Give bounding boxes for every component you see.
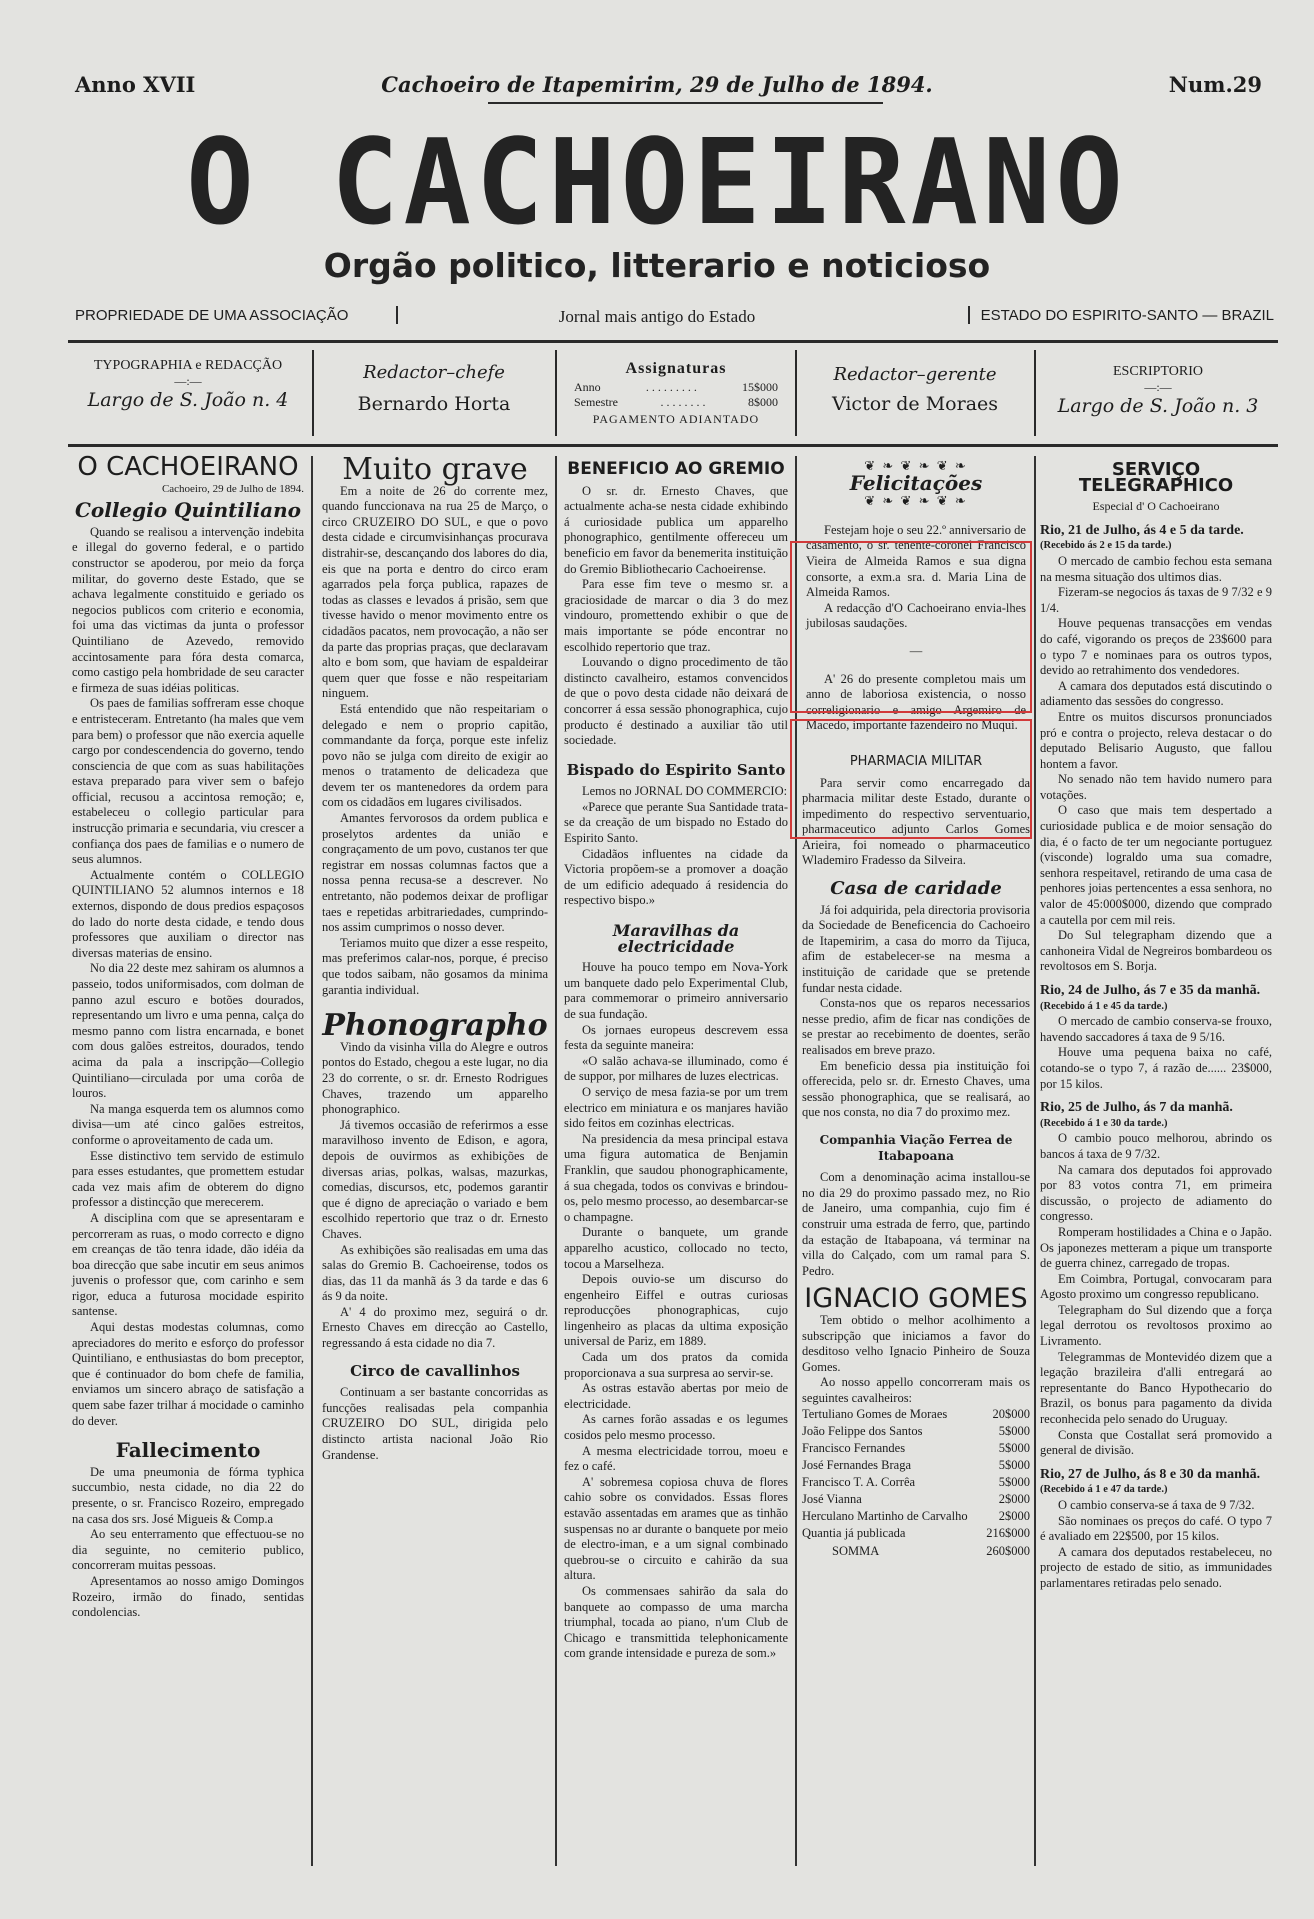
paragraph: Durante o banquete, um grande apparelho acustico, collocado no tecto, tocou a Marselheza. [564, 1225, 788, 1271]
semestre-label: Semestre [574, 395, 618, 409]
paragraph: No senado não tem havido numero para votações. [1040, 772, 1272, 802]
semestre-price: 8$000 [748, 395, 778, 409]
paragraph: O mercado de cambio fechou esta semana na mesma situação dos ultimos dias. [1040, 553, 1272, 584]
highlight-box-anniversario [790, 719, 1032, 839]
payment-note: PAGAMENTO ADIANTADO [592, 412, 760, 426]
telegram-date: Rio, 27 de Julho, ás 8 e 30 da manhã. [1040, 1466, 1261, 1482]
subscriber-row [802, 1474, 1030, 1491]
subscriber-row [802, 1440, 1030, 1457]
box-label: Redactor–gerente [833, 364, 997, 385]
subscriber-name: Francisco T. A. Corrêa [802, 1475, 916, 1490]
subscriber-amount: 216$000 [986, 1526, 1030, 1541]
column-4: ❦ ❧ ❦ ❧ ❦ ❧ Felicitações ❦ ❧ ❦ ❧ ❦ ❧ Festejam hoje o seu 22.º anniversario de casamento, o sr. tenente-coronel Francisco Vieira de Almeida Ramos e sua digna consorte, a exm.a sra. d. Maria Lina de Almeida Ramos. A redacção d'O Cachoeirano envia-lhes jubilosas saudações. — A' 26 do presente completou mais um anno de laboriosa existencia, o nosso correligionario e amigo Argemiro de Macedo, importante fazendeiro no Muqui. PHARMACIA MILITAR Para servir como encarregado da pharmacia militar deste Estado, durante o impedimento do respectivo serventuario, pharmaceutico adjunto Carlos Gomes Arieira, foi nomeado o pharmaceutico Wlademiro Fradesso da Silveira. Casa de caridade Já foi adquirida, pela directoria provisoria da Sociedade de Beneficencia do Cachoeiro de Itapemirim, a casa do morro da Tijuca, afim de estabelecer-se na mesma a instituição de caridade que se pretende fundar nesta cidade. Consta-nos que os reparos necessarios nesse predio, afim de ficar nas condições de se prestar ao recebimento de doentes, serão realisados em breve prazo. Em beneficio dessa pia instituição foi offerecida, pelo sr. dr. Ernesto Chaves, uma sessão phonographica, que se realisará, ao que nos consta, no dia 7 do proximo mez. Companhia Viação Ferrea de Itabapoana Com a denominação acima installou-se no dia 29 do proximo passado mez, no Rio de Janeiro, uma companhia, cujo fim é construir uma estrada de ferro, que, partindo da estação de Itabapoana, vá terminar na villa do Calçado, com um ramal para S. Pedro. IGNACIO GOMES Tem obtido o melhor acolhimento a subscripção que iniciamos a favor do desditoso velho Ignacio Pinheiro de Souza Gomes. Ao nosso appello concorreram mais os seguintes cavalheiros: Tertuliano Gomes de Moraes 20$000 João Felippe dos Santos 5$000 Francisco Fernandes 5$000 José Fernandes Braga 5$000 Francisco T. A. Corrêa 5$000 José Vianna 2$000 Herculano Martinho de Carvalho 2$000 Quantia já publicada 216$000 SOMMA 260$000 [802, 458, 1030, 1559]
paragraph: A' 26 do presente completou mais um anno de laboriosa existencia, o nosso correligionario e amigo Argemiro de Macedo, importante fazendeiro no Muqui. [806, 671, 1026, 733]
jornal-text: Jornal mais antigo do Estado [558, 307, 756, 326]
ornament-divider: ❦ ❧ ❦ ❧ ❦ ❧ [864, 458, 968, 473]
paragraph: A' sobremesa copiosa chuva de flores cahio sobre os convidados. Essas flores estavão assentadas em arames que as tinhão suspensas no ar durante o banquete por meio de electro-iman, e a um signal combinado quebrou-se o circuito e cahirão da sua altura. [564, 1474, 788, 1583]
paragraph: Lemos no JORNAL DO COMMERCIO: [582, 784, 788, 799]
subscriber-name: José Vianna [802, 1492, 862, 1507]
paragraph: Romperam hostilidades a China e o Japão. Os japonezes metteram a pique um transporte de guerra chinez, carregado de tropas. [1040, 1224, 1272, 1271]
paragraph: O serviço de mesa fazia-se por um trem electrico em miniatura e os manjares havião sido feitos em cozinhas electricas. [564, 1084, 788, 1131]
article-title: SERVIÇO TELEGRAPHICO [1078, 459, 1234, 496]
paragraph: Apresentamos ao nosso amigo Domingos Rozeiro, irmão do finado, sentidas condolencias. [72, 1573, 304, 1620]
paragraph: A' 4 do proximo mez, seguirá o dr. Ernesto Chaves em direcção ao Castello, regressando á esta cidade no dia 7. [322, 1304, 548, 1351]
total-row [802, 1544, 1030, 1560]
box-value: Largo de S. João n. 4 [87, 389, 289, 411]
subscriber-amount: 5$000 [998, 1475, 1030, 1490]
telegram-received: (Recebido á 1 e 45 da tarde.) [1040, 1000, 1168, 1012]
place-date: Cachoeiro de Itapemirim, 29 de Julho de 1894. [381, 72, 933, 97]
paragraph: O sr. dr. Ernesto Chaves, que actualmente acha-se nesta cidade exhibindo á curiosidade publica um apparelho phonographico, gentilmente offereceu um beneficio em favor da benemerita instituição do Gremio Bibliothecario Cachoeirense. [564, 483, 788, 576]
paragraph: A disciplina com que se apresentaram e percorreram as ruas, o modo correcto e digno em creanças de tão tenra idade, dão idéia da boa direcção que sabe incutir em seus animos juvenis o professor que, com carinho e sem rigor, educa a futurosa mocidade espirito santense. [72, 1210, 304, 1319]
box-divider [555, 350, 557, 436]
box-value: Victor de Moraes [831, 393, 999, 415]
paragraph: Cidadãos influentes na cidade da Victoria propõem-se a promover a doação de um edificio adequado á residencia do respectivo bispo.» [564, 846, 788, 908]
box-label: ESCRIPTORIO [1113, 364, 1203, 379]
total-value: 260$000 [986, 1544, 1030, 1559]
column-1 [72, 452, 304, 1621]
paragraph: A camara dos deputados restabeleceu, no projecto de estado de sitio, as immunidades parlamentares retiradas pelo senado. [1040, 1544, 1272, 1590]
paragraph: Com a denominação acima installou-se no dia 29 do proximo passado mez, no Rio de Janeiro, uma companhia, cujo fim é construir uma estrada de ferro, que, partindo da estação de Itabapoana, vá terminar na villa do Calçado, com um ramal para S. Pedro. [802, 1170, 1030, 1278]
subscriber-row [802, 1457, 1030, 1474]
anno-price: 15$000 [741, 380, 778, 394]
subscriber-name: Tertuliano Gomes de Moraes [802, 1407, 948, 1422]
column-rule [1034, 456, 1036, 1866]
top-rule [68, 340, 1278, 343]
paragraph: Vindo da visinha villa do Alegre e outros pontos do Estado, chegou a este lugar, no dia 23 do corrente, o sr. dr. Ernesto Rodrigues Chaves, trazendo um apparelho phonographico. [322, 1039, 548, 1117]
article-title: Muito grave [342, 452, 528, 487]
paragraph: Continuam a ser bastante concorridas as funcções realisadas pela companhia CRUZEIRO DO SUL, dirigida pelo distincto artista nacional João Rio Grandense. [322, 1385, 548, 1462]
article-title: PHARMACIA MILITAR [849, 753, 983, 769]
column-5 [1040, 458, 1272, 1592]
paragraph: Tem obtido o melhor acolhimento a subscripção que iniciamos a favor do desditoso velho Ignacio Pinheiro de Souza Gomes. [802, 1312, 1030, 1374]
paragraph: Do Sul telegrapham dizendo que a canhoneira Vidal de Negreiros bombardeou os revoltosos em S. Borja. [1040, 928, 1272, 974]
paragraph: As exhibições são realisadas em uma das salas do Gremio B. Cachoeirense, todos os dias, das 11 da manhã ás 3 da tarde e das 6 ás 9 da noite. [322, 1242, 548, 1304]
column-rule [311, 456, 313, 1866]
paragraph: O cambio conserva-se á taxa de 9 7/32. [1058, 1498, 1255, 1512]
paragraph: Está entendido que não respeitariam o delegado e nem o proprio capitão, commandante da força, porque este infeliz povo não se julga com direito de exigir ao menos o tratamento de delicadeza que devem ter os mantenedores da ordem para com os cidadãos em lugares civilisados. [322, 701, 548, 810]
subscriber-row [802, 1491, 1030, 1508]
article-title: Companhia Viação Ferrea de Itabapoana [819, 1132, 1013, 1163]
paragraph: Telegrammas de Montevidéo dizem que a legação brazileira d'alli entregará ao representante do Banco Hypothecario do Brazil, os bonus para pagamento da divida reconhecida pelo senado do Uruguay. [1040, 1349, 1272, 1427]
paragraph: Na camara dos deputados foi approvado por 83 votos contra 71, em primeira discussão, o projecto de adiamento do congresso. [1040, 1162, 1272, 1224]
box-value: Bernardo Horta [357, 393, 511, 415]
article-title: Phonographo [322, 1008, 548, 1044]
bottom-rule [68, 444, 1278, 447]
column-3 [564, 458, 788, 1662]
paragraph: A redacção d'O Cachoeirano envia-lhes jubilosas saudações. [806, 600, 1026, 631]
paragraph: Em beneficio dessa pia instituição foi offerecida, pelo sr. dr. Ernesto Chaves, uma sessão phonographica, que se realisará, ao que nos consta, no dia 7 do proximo mez. [802, 1058, 1030, 1120]
subscriber-row [802, 1508, 1030, 1525]
subscriber-amount: 2$000 [998, 1492, 1030, 1507]
column-rule [555, 456, 557, 1866]
box-divider [795, 350, 797, 436]
divider-mark [396, 306, 398, 324]
paragraph: As carnes forão assadas e os legumes cosidos pelo mesmo processo. [564, 1412, 788, 1443]
estado-text: ESTADO DO ESPIRITO-SANTO — BRAZIL [980, 307, 1274, 324]
paragraph: Esse distinctivo tem servido de estimulo para esses estudantes, que promettem estudar cada vez mais afim de obterem do digno professor a distincção que merecerem. [72, 1148, 304, 1210]
box-redactor-gerente [800, 364, 1030, 415]
paragraph: A camara dos deputados está discutindo o adiamento das sessões do congresso. [1040, 678, 1272, 709]
paragraph: Louvando o digno procedimento de tão distincto cavalheiro, estamos convencidos de que o povo desta cidade não deixará de concorrer á essa sessão phonographica, cujo producto é destinado a auxiliar tão util sociedade. [564, 655, 788, 748]
paragraph: São nominaes os preços do café. O typo 7 é avaliado em 22$500, por 15 kilos. [1040, 1513, 1272, 1544]
paragraph: Os commensaes sahirão da sala do banquete ao compasso de uma marcha triumphal, tocada ao piano, n'um Club de Chicago e transmittida telephonicamente com grande intensidade e pureza de som.» [564, 1583, 788, 1661]
paragraph: Telegrapham do Sul dizendo que a força legal derrotou os revoltosos proximo ao Livramento. [1040, 1302, 1272, 1349]
date-underline [488, 102, 883, 104]
telegram-received: (Recebido ás 2 e 15 da tarde.) [1040, 540, 1172, 552]
column-header: O CACHOEIRANO [77, 452, 299, 482]
paragraph: O caso que mais tem despertado a curiosidade publica e de moior sensação do dia, é o facto de ter um negociante portuguez (visconde) lograldo uma sua comadre, senhora respeitavel, retirando de uma casa de penhores joias pertencentes a essa senhora, no valor de 45:000$000, dizendo que comprado a cautella por cem mil reis. [1040, 803, 1272, 927]
paragraph: Teriamos muito que dizer a esse respeito, mas preferimos calar-nos, porque, é preciso que todos saibam, não gosamos da minima garantia individual. [322, 935, 548, 997]
subscriber-row [802, 1525, 1030, 1542]
paragraph: «Parece que perante Sua Santidade trata-se da creação de um bispado no Estado do Espirito Santo. [564, 799, 788, 846]
article-title: Felicitações [849, 470, 983, 495]
article-title: Circo de cavallinhos [350, 1361, 520, 1380]
subscriber-amount: 5$000 [998, 1424, 1030, 1439]
paragraph: No dia 22 deste mez sahiram os alumnos a passeio, todos uniformisados, com dolman de panno azul escuro e botões dourados, representando um livro e uma penna, calça do mesmo panno com listra encarnada, e bonet com dous galões estreitos, dourados, tendo acima da pala a inscripção—Collegio Quintiliano—circulada por uma corôa de louros. [72, 961, 304, 1101]
article-title: BENEFICIO AO GREMIO [567, 459, 785, 479]
issue-number: Num.29 [1168, 72, 1262, 97]
subscriber-amount: 20$000 [992, 1407, 1030, 1422]
telegram-date: Rio, 25 de Julho, ás 7 da manhã. [1040, 1100, 1233, 1116]
paragraph: Em Coimbra, Portugal, convocaram para Agosto proximo um congresso republicano. [1040, 1271, 1272, 1302]
paragraph: O mercado de cambio conserva-se frouxo, havendo saccadores á taxa de 9 5/16. [1040, 1014, 1272, 1044]
paragraph: A mesma electricidade torrou, moeu e fez o café. [564, 1443, 788, 1474]
telegram-received: (Recebido á 1 e 30 da tarde.) [1040, 1117, 1168, 1129]
paragraph: Já foi adquirida, pela directoria provisoria da Sociedade de Beneficencia do Cachoeiro de Itapemirim, a casa do morro da Tijuca, afim de estabelecer-se na mesma a instituição de caridade que se pretende fundar nesta cidade. [802, 902, 1030, 995]
paragraph: Amantes fervorosos da ordem publica e proselytos ardentes da união e congraçamento de um povo, custanos ter que registrar em nossas columnas factos que a nossa penna recusa-se a descrever. No entretanto, não podemos deixar de profligar taes e repetidas arbitrariedades, cumprindo-nos assim cumprimos o nosso dever. [322, 811, 548, 935]
paragraph: Aqui destas modestas columnas, como apreciadores do merito e esforço do professor Quintiliano, e enthusiastas do bom preceptor, que é continuador do bom chefe de familia, enviamos um sincero abraço de satisfação a quem sabe fazer trilhar á mocidade o caminho do dever. [72, 1320, 304, 1428]
telegram-received: (Recebido á 1 e 47 da tarde.) [1040, 1484, 1168, 1496]
paragraph: Houve pequenas transacções em vendas do café, vigorando os preços de 23$600 para o typo 7 e nominaes para os outros typos, devido ao retrahimento dos vendedores. [1040, 616, 1272, 678]
subscriber-name: Quantia já publicada [802, 1526, 906, 1541]
article-title: Fallecimento [115, 1438, 261, 1463]
paragraph: Entre os muitos discursos pronunciados pró e contra o projecto, releva destacar o do deputado Belisario Augusto, que fallou hontem a favor. [1040, 709, 1272, 771]
article-title: Collegio Quintiliano [74, 498, 302, 523]
subscriber-amount: 5$000 [998, 1458, 1030, 1473]
paragraph: Quando se realisou a intervenção indebita e illegal do governo federal, e o partido constructor se apoderou, por meio da força militar, do governo deste Estado, que se achava legalmente constituido e geriado os negocios publicos com criterio e economia, foi uma das victimas da junta o professor Quintiliano de Azevedo, removido accintosamente para fóra desta comarca, como castigo pela hombridade de seu caracter e firmeza de suas idéias politicas. [72, 524, 304, 695]
paragraph: Para esse fim teve o mesmo sr. a graciosidade de marcar o dia 3 do mez vindouro, promettendo exhibir o que de mais importante se póde encontrar no escolhido repertorio que traz. [564, 577, 788, 654]
box-divider [1034, 350, 1036, 436]
subscriber-name: João Felippe dos Santos [802, 1424, 923, 1439]
subscriber-row [802, 1406, 1030, 1423]
telegram-date: Rio, 21 de Julho, ás 4 e 5 da tarde. [1040, 522, 1244, 538]
subscriber-name: Herculano Martinho de Carvalho [802, 1509, 968, 1524]
ornament-divider: ❦ ❧ ❦ ❧ ❦ ❧ [864, 493, 968, 509]
newspaper-title: O CACHOEIRANO [186, 114, 1128, 252]
paragraph: De uma pneumonia de fórma typhica succumbio, nesta cidade, no dia 22 do presente, o sr. Francisco Rozeiro, empregado na casa dos srs. José Migueis & Comp.a [72, 1464, 304, 1526]
column-2 [322, 452, 548, 1463]
paragraph: «O salão achava-se illuminado, como é de suppor, por milhares de luzes electricas. [564, 1053, 788, 1084]
box-assignaturas: Assignaturas Anno . . . . . . . . . 15$000 Semestre . . . . . . . . 8$000 PAGAMENTO ADIANTADO [562, 360, 790, 427]
box-escriptorio: ESCRIPTORIO —:— Largo de S. João n. 3 [1040, 364, 1276, 417]
article-title: IGNACIO GOMES [804, 1283, 1028, 1315]
article-title: Casa de caridade [830, 878, 1002, 900]
subscriber-amount: 5$000 [998, 1441, 1030, 1456]
box-label: TYPOGRAPHIA e REDACÇÃO [93, 358, 283, 373]
box-typographia: TYPOGRAPHIA e REDACÇÃO —:— Largo de S. João n. 4 [68, 358, 308, 411]
article-title: Bispado do Espirito Santo [566, 760, 786, 779]
paragraph: Depois ouvio-se um discurso do engenheiro Eiffel e outras curiosas reproducções phonographicas, cujo lingenheiro as placas da ultima exposição universal de Pariz, em 1889. [564, 1272, 788, 1349]
paragraph: Fizeram-se negocios ás taxas de 9 7/32 e 9 1/4. [1040, 585, 1272, 615]
subscriber-row [802, 1423, 1030, 1440]
paragraph: Ao seu enterramento que effectuou-se no dia seguinte, no cemiterio publico, concorreram muitas pessoas. [72, 1527, 304, 1573]
telegram-date: Rio, 24 de Julho, ás 7 e 35 da manhã. [1040, 983, 1261, 998]
paragraph: Houve uma pequena baixa no café, cotando-se o typo 7, á razão de...... 23$000, por 15 kilos. [1040, 1045, 1272, 1091]
box-label: Redactor–chefe [363, 362, 505, 383]
paragraph: O cambio pouco melhorou, abrindo os bancos á taxa de 9 7/32. [1040, 1131, 1272, 1161]
paragraph: Festejam hoje o seu 22.º anniversario de casamento, o sr. tenente-coronel Francisco Vieira de Almeida Ramos e sua digna consorte, a exm.a sra. d. Maria Lina de Almeida Ramos. [806, 522, 1026, 600]
paragraph: Consta-nos que os reparos necessarios nesse predio, afim de ficar nas condições de se prestar ao recebimento de doentes, serão realisados em breve prazo. [802, 996, 1030, 1057]
anno-label: Anno [574, 380, 601, 394]
subscriber-name: José Fernandes Braga [802, 1458, 911, 1473]
paragraph: Na presidencia da mesa principal estava uma figura automatica de Benjamin Franklin, que saudou phonographicamente, á sua chegada, todos os convivas e brindou-os, pelo mesmo processo, ao desembarcar-se o champagne. [564, 1131, 788, 1224]
paragraph: Os paes de familias soffreram esse choque e entristeceram. Entretanto (ha males que vem para bem) o professor que não exercia aquelle cargo por condescendencia do governo, tendo consciencia de que com as suas habilitações estava preparado para viver sem o bafejo official, recusou a accintosa remoção; e, estabeleceu o collegio particular para instrucção primaria e secundaria, viu crescer a confiança dos paes de familias e o numero de seus alumnos. [72, 696, 304, 867]
anno-label: Anno XVII [75, 72, 196, 97]
paragraph: Houve ha pouco tempo em Nova-York um banquete dado pelo Experimental Club, para commemorar o primeiro anniversario de sua fundação. [564, 960, 788, 1021]
article-subtitle: Especial d' O Cachoeirano [1092, 499, 1220, 514]
paragraph: Os jornaes europeus descrevem essa festa da seguinte maneira: [564, 1022, 788, 1053]
box-label: Assignaturas [625, 360, 727, 377]
divider-mark [968, 306, 970, 324]
paragraph: Consta que Costallat será promovido a general de divisão. [1040, 1427, 1272, 1458]
box-value: Largo de S. João n. 3 [1057, 395, 1259, 417]
paragraph: Ao nosso appello concorreram mais os seguintes cavalheiros: [802, 1375, 1030, 1405]
article-title: Maravilhas da electricidade [612, 921, 740, 956]
paragraph: Cada um dos pratos da comida proporcionava a sua surpresa ao servir-se. [564, 1350, 788, 1380]
paragraph: Na manga esquerda tem os alumnos como divisa—um até cinco galões estreitos, conforme o aproveitamento de cada um. [72, 1101, 304, 1147]
total-label: SOMMA [832, 1544, 880, 1559]
paragraph: Para servir como encarregado da pharmacia militar deste Estado, durante o impedimento do respectivo serventuario, pharmaceutico adjunto Carlos Gomes Arieira, foi nomeado o pharmaceutico Wlademiro Fradesso da Silveira. [802, 775, 1030, 868]
subscriber-list [802, 1406, 1030, 1542]
paragraph: Em a noite de 26 do corrente mez, quando funccionava na rua 25 de Março, o circo CRUZEIRO DO SUL, e que o povo desta cidade e circumvisinhanças procurava distrahir-se, descançando dos labores do dia, eis que na porta e dentro do circo eram agarrados pela força publica, rapazes de todas as classes e levados á prisão, sem que tivesse havido o menor movimento entre os cidadãos pacatos, nem provocação, a não ser da parte das proprias praças, que declaravam alto e bom som, que haviam de espaldeirar quem quer que fosse e não respeitariam ninguem. [322, 483, 548, 701]
propriedade-text: PROPRIEDADE DE UMA ASSOCIAÇÃO [75, 307, 349, 324]
dateline: Cachoeiro, 29 de Julho de 1894. [161, 482, 304, 495]
box-redactor-chefe [318, 362, 550, 415]
paragraph: Actualmente contém o COLLEGIO QUINTILIANO 52 alumnos internos e 18 externos, dispondo de dous predios espaçosos do lado do norte desta cidade, e tendo dous professores que auxiliam o director nas diversas materias de ensino. [72, 867, 304, 960]
paragraph: As ostras estavão abertas por meio de electricidade. [564, 1381, 788, 1411]
subscriber-name: Francisco Fernandes [802, 1441, 906, 1456]
newspaper-subtitle: Orgão politico, litterario e noticioso [323, 246, 991, 285]
subscriber-amount: 2$000 [998, 1509, 1030, 1524]
highlight-box-felicitacoes [790, 541, 1032, 713]
box-divider [312, 350, 314, 436]
paragraph: Já tivemos occasião de referirmos a esse maravilhoso invento de Edison, e agora, depois de ouvirmos as exhibições de diversas arias, polkas, walsas, mazurkas, comedias, discursos, etc, podemos garantir que é digno de apreciação o variado e bem escolhido repertorio que traz o dr. Ernesto Chaves. [322, 1117, 548, 1241]
